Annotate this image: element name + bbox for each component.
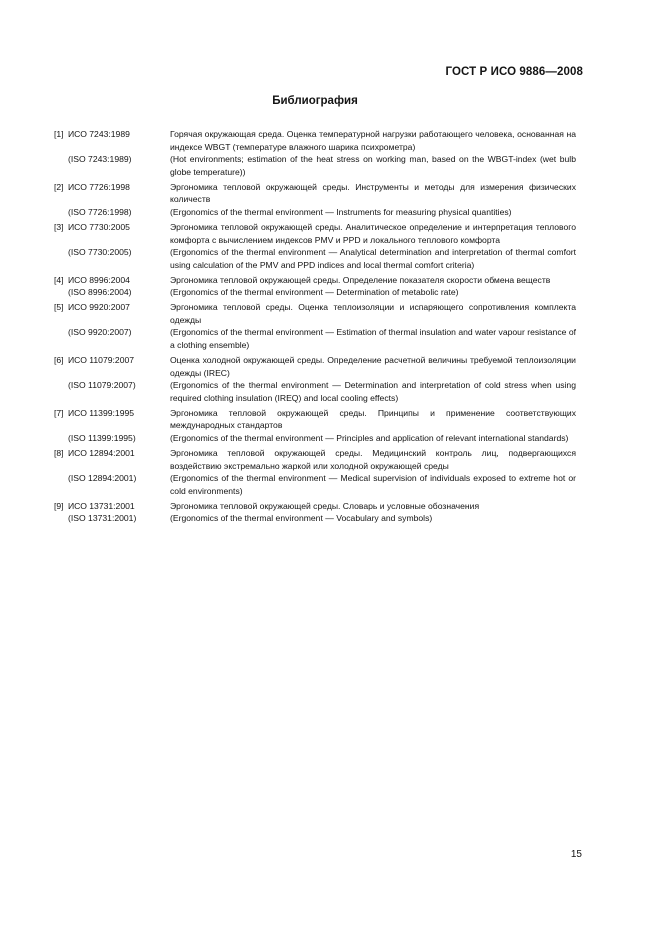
bib-code: (ISO 11079:2007) <box>68 380 136 391</box>
bib-entry-en <box>54 512 576 525</box>
bibliography-list <box>54 128 576 525</box>
bib-text: Эргономика тепловой окружающей среды. Принципы и применение соответствующих международных стандартов <box>170 407 576 431</box>
bib-code: (ISO 13731:2001) <box>68 513 137 524</box>
bib-text: (Ergonomics of the thermal environment — Determination of metabolic rate) <box>170 287 459 298</box>
bib-number: [3] <box>54 221 64 232</box>
bib-entry-en <box>54 379 576 404</box>
bib-number: [6] <box>54 355 64 366</box>
bib-number: [5] <box>54 302 64 313</box>
standard-header: ГОСТ Р ИСО 9886—2008 <box>445 66 583 78</box>
bib-code: (ISO 7726:1998) <box>68 206 132 217</box>
bib-code: (ISO 8996:2004) <box>68 287 132 298</box>
bib-code: ИСО 9920:2007 <box>68 302 130 313</box>
bib-text: Оценка холодной окружающей среды. Определение расчетной величины требуемой теплоизоляции одежды (IREC) <box>170 355 576 378</box>
bib-text: (Ergonomics of the thermal environment — Principles and application of relevant international standards) <box>170 433 569 443</box>
bib-text: Эргономика тепловой окружающей среды. Определение показателя скорости обмена веществ <box>170 274 551 285</box>
bib-entry-en <box>54 286 576 299</box>
bib-entry-en <box>54 472 576 497</box>
bib-entry-ru <box>54 128 576 153</box>
bib-code: (ISO 7730:2005) <box>68 247 132 258</box>
bib-text: (Ergonomics of the thermal environment — Vocabulary and symbols) <box>170 513 433 524</box>
bib-code: ИСО 13731:2001 <box>68 500 135 511</box>
bib-code: ИСО 11079:2007 <box>68 355 135 366</box>
bib-entry-ru <box>54 447 576 472</box>
bib-number: [8] <box>54 447 64 458</box>
bib-entry-en <box>54 153 576 178</box>
bib-entry-ru <box>54 407 576 432</box>
bib-text: (Ergonomics of the thermal environment — Analytical determination and interpretation of thermal comfort using calculation of the PMV and PPD indices and local thermal comfort criteria) <box>170 247 576 270</box>
bib-code: (ISO 11399:1995) <box>68 433 136 443</box>
bib-entry-en <box>54 206 576 219</box>
bib-text: (Ergonomics of the thermal environment — Estimation of thermal insulation and water vapour resistance of a clothing ensemble) <box>170 327 576 351</box>
bib-code: ИСО 8996:2004 <box>68 274 130 285</box>
bib-code: ИСО 7726:1998 <box>68 181 130 192</box>
bib-number: [1] <box>54 129 64 139</box>
bib-text: Эргономика тепловой окружающей среды. Словарь и условные обозначения <box>170 500 480 511</box>
bib-text: (Ergonomics of the thermal environment — Medical supervision of individuals exposed to extreme hot or cold environments) <box>170 473 576 496</box>
bib-number: [4] <box>54 274 64 285</box>
bib-entry-ru <box>54 301 576 326</box>
bib-code: (ISO 12894:2001) <box>68 473 137 484</box>
bibliography-title: Библиография <box>272 95 358 107</box>
bib-entry-ru <box>54 221 576 246</box>
bib-entry-ru <box>54 354 576 379</box>
bib-text: Эргономика тепловой окружающей среды. Аналитическое определение и интерпретация теплового комфорта с вычислением индексов PMV и PPD и локального теплового комфорта <box>170 221 576 245</box>
bib-code: ИСО 11399:1995 <box>68 407 135 418</box>
bib-code: ИСО 12894:2001 <box>68 447 135 458</box>
bib-text: (Ergonomics of the thermal environment — Instruments for measuring physical quantities) <box>170 206 512 217</box>
bib-entry-en <box>54 326 576 351</box>
bib-number: [2] <box>54 181 64 192</box>
bib-number: [9] <box>54 500 64 511</box>
bib-number: [7] <box>54 407 64 418</box>
bib-code: (ISO 7243:1989) <box>68 154 132 165</box>
bib-text: Горячая окружающая среда. Оценка температурной нагрузки работающего человека, основанная на индексе WBGT (температуре влажного шарика психрометра) <box>170 129 576 152</box>
bib-code: ИСО 7243:1989 <box>68 129 130 139</box>
bib-text: Эргономика тепловой окружающей среды. Медицинский контроль лиц, подвергающихся воздействию экстремально жаркой или холодной окружающей среды <box>170 447 576 471</box>
bib-entry-ru <box>54 500 576 513</box>
bib-entry-en <box>54 246 576 271</box>
bib-text: (Hot environments; estimation of the heat stress on working man, based on the WBGT-index (wet bulb globe temperature)) <box>170 154 576 177</box>
bib-code: (ISO 9920:2007) <box>68 327 132 338</box>
bib-entry-ru <box>54 181 576 206</box>
bib-entry-ru <box>54 274 576 287</box>
bib-code: ИСО 7730:2005 <box>68 221 130 232</box>
bib-text: Эргономика тепловой окружающей среды. Инструменты и методы для измерения физических количеств <box>170 181 576 205</box>
bib-text: Эргономика тепловой среды. Оценка теплоизоляции и испаряющего сопротивления комплекта одежды <box>170 302 576 325</box>
page-number: 15 <box>570 849 582 860</box>
bib-entry-en <box>54 432 576 445</box>
bib-text: (Ergonomics of the thermal environment — Determination and interpretation of cold stress when using required clothing insulation (IREQ) and local cooling effects) <box>170 380 576 403</box>
